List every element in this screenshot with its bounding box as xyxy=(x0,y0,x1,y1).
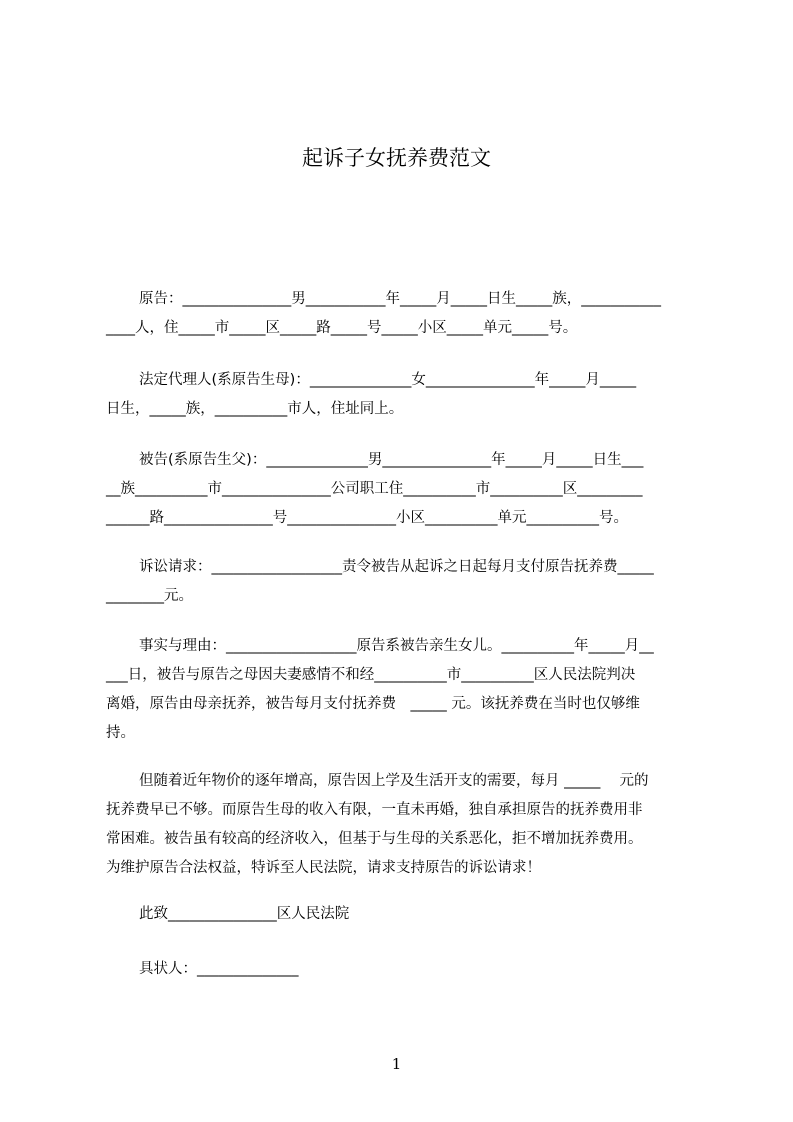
defendant-line-1: 被告(系原告生父)：______________男_______________年_____月_____日生___ xyxy=(139,452,644,468)
claim-section xyxy=(106,553,702,611)
to-court-section xyxy=(106,900,702,929)
signature-line: 具状人：______________ xyxy=(139,961,299,977)
reasons-line-3: 常困难。被告虽有较高的经济收入，但基于与生母的关系恶化，拒不增加抚养费用。 xyxy=(106,831,643,847)
reasons-line-1: 但随着近年物价的逐年增高，原告因上学及生活开支的需要，每月 _____ 元的 xyxy=(139,773,649,789)
defendant-line-2: __族__________市_______________公司职工住__________市__________区_________ xyxy=(106,481,643,497)
facts-line-4: 持。 xyxy=(106,725,135,741)
plaintiff-section xyxy=(106,285,702,343)
claim-line-2: ________元。 xyxy=(106,588,193,604)
reasons-line-2: 抚养费早已不够。而原告生母的收入有限，一直未再婚，独自承担原告的抚养费用非 xyxy=(106,802,643,818)
plaintiff-line-1: 原告：_______________男___________年_____月_____日生_____族，___________ xyxy=(139,291,661,307)
reasons-section xyxy=(106,767,702,883)
facts-section xyxy=(106,632,702,748)
agent-section xyxy=(106,366,702,424)
agent-line-1: 法定代理人(系原告生母)：______________女_______________年_____月_____ xyxy=(139,372,637,388)
to-court-line: 此致_______________区人民法院 xyxy=(139,906,350,922)
claim-line-1: 诉讼请求：__________________责令被告从起诉之日起每月支付原告抚养费_____ xyxy=(139,559,654,575)
facts-line-2: ___日，被告与原告之母因夫妻感情不和经__________市__________区人民法院判决 xyxy=(106,667,636,683)
defendant-line-3: ______路_______________号_______________小区__________单元__________号。 xyxy=(106,510,628,526)
document-title: 起诉子女抚养费范文 xyxy=(302,146,491,170)
facts-line-1: 事实与理由：__________________原告系被告亲生女儿。__________年_____月__ xyxy=(139,638,654,654)
defendant-section xyxy=(106,446,702,533)
facts-line-3: 离婚，原告由母亲抚养，被告每月支付抚养费 _____ 元。该抚养费在当时也仅够维 xyxy=(106,696,640,712)
page-number: 1 xyxy=(391,1055,402,1073)
signature-section xyxy=(106,955,702,984)
agent-line-2: 日生，_____族，__________市人，住址同上。 xyxy=(106,401,404,417)
reasons-line-4: 为维护原告合法权益，特诉至人民法院，请求支持原告的诉讼请求！ xyxy=(106,860,541,876)
plaintiff-line-2: ____人，住_____市_____区_____路_____号_____小区_____单元_____号。 xyxy=(106,320,578,336)
